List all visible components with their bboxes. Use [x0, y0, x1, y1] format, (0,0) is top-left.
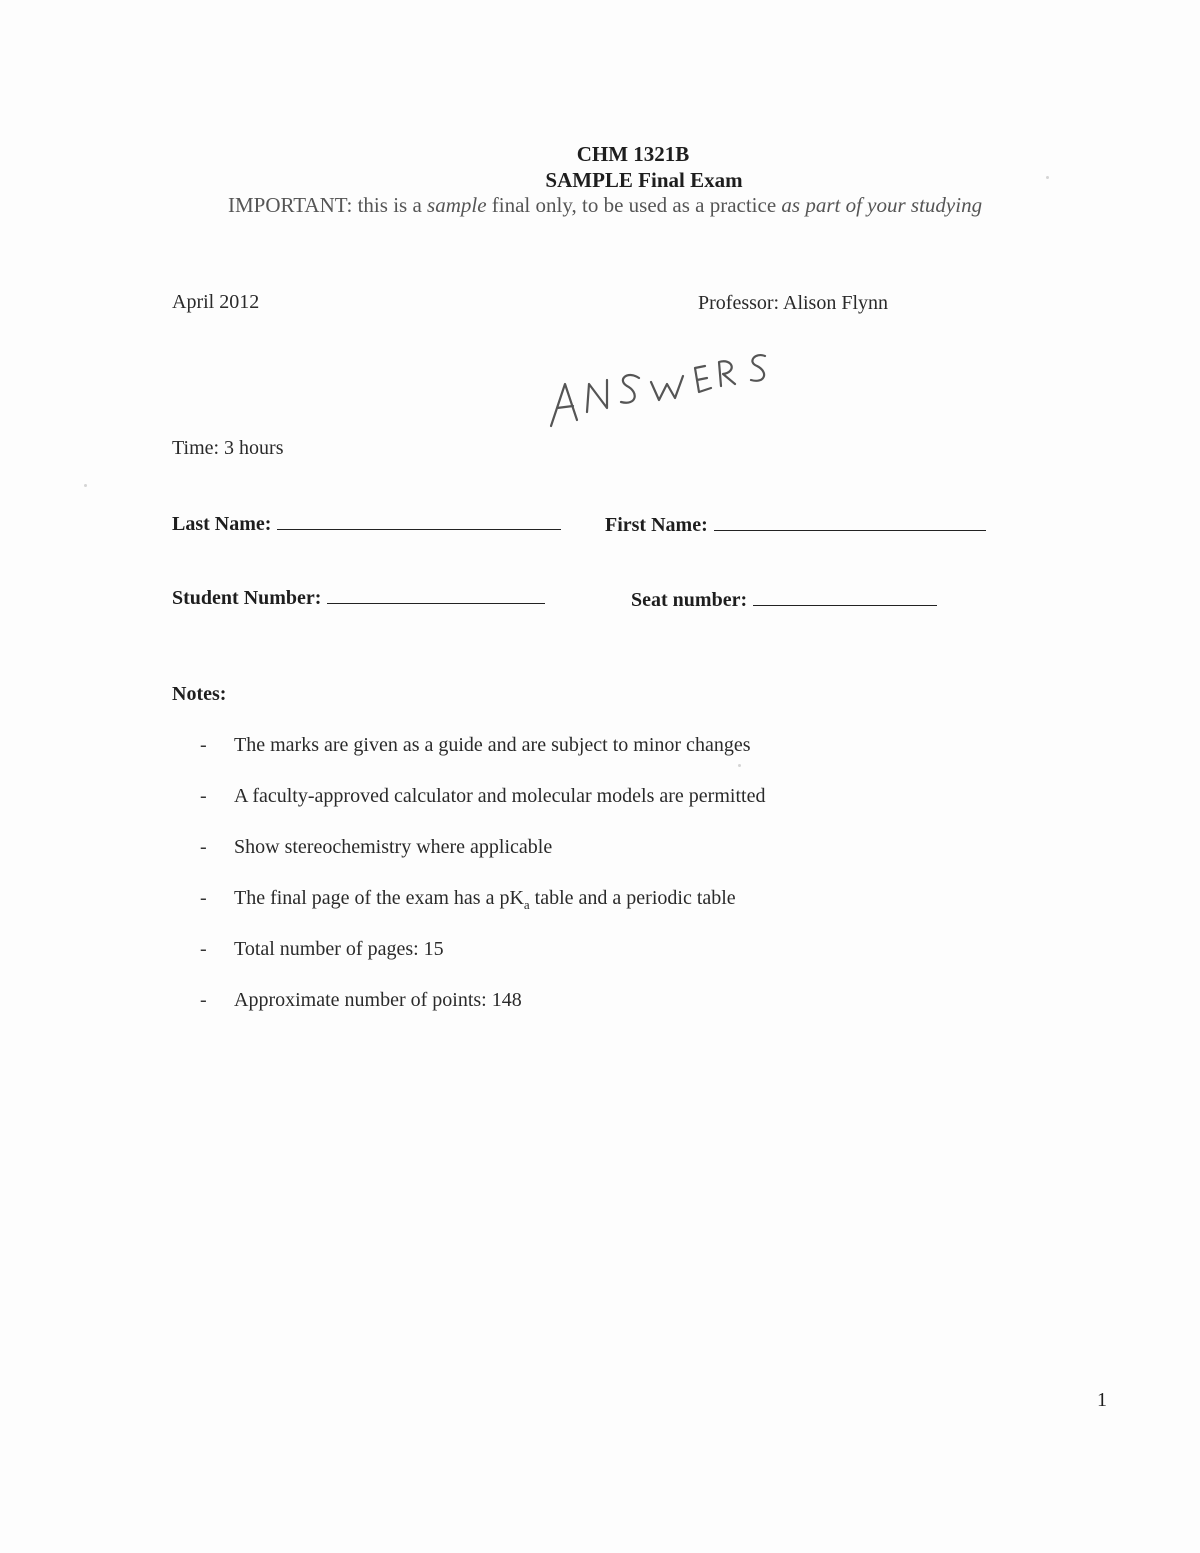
bullet-dash: -: [200, 734, 207, 756]
seat-number-label: Seat number:: [631, 589, 748, 611]
student-number-field[interactable]: [172, 585, 545, 610]
note-text: Approximate number of points: 148: [234, 989, 522, 1011]
bullet-dash: -: [200, 836, 207, 858]
first-name-field[interactable]: [605, 512, 986, 537]
seat-number-blank[interactable]: [753, 587, 937, 606]
note-text: A faculty-approved calculator and molecular models are permitted: [234, 785, 766, 807]
exam-date: April 2012: [172, 291, 260, 313]
note-text: The marks are given as a guide and are subject to minor changes: [234, 734, 751, 756]
important-italic-sample: sample: [427, 193, 487, 217]
seat-number-field[interactable]: [631, 587, 937, 612]
list-item: [200, 938, 765, 989]
professor-name: Professor: Alison Flynn: [698, 292, 889, 314]
list-item: [200, 836, 765, 887]
exam-duration: Time: 3 hours: [172, 437, 284, 459]
note-text-tail: table and a periodic table: [529, 887, 736, 909]
note-text: The final page of the exam has a pK: [234, 887, 524, 909]
student-number-blank[interactable]: [327, 585, 545, 604]
last-name-field[interactable]: [172, 511, 561, 536]
notes-heading: Notes:: [172, 683, 227, 705]
bullet-dash: -: [200, 887, 207, 909]
last-name-blank[interactable]: [277, 511, 561, 530]
handwritten-answers-stamp: [543, 348, 783, 438]
important-notice: [228, 193, 982, 218]
important-prefix: IMPORTANT: this is a: [228, 193, 428, 217]
pka-subscript: a: [523, 897, 530, 912]
bullet-dash: -: [200, 989, 207, 1011]
note-text: Total number of pages: 15: [234, 938, 444, 960]
scan-speck: [738, 764, 741, 767]
list-item: [200, 887, 765, 938]
important-italic-studying: as part of your studying: [781, 193, 983, 217]
scan-speck: [84, 484, 87, 487]
page-number: 1: [1097, 1389, 1107, 1411]
student-number-label: Student Number:: [172, 587, 322, 609]
bullet-dash: -: [200, 785, 207, 807]
exam-title: SAMPLE Final Exam: [545, 168, 743, 192]
note-text: Show stereochemistry where applicable: [234, 836, 553, 858]
list-item: [200, 785, 765, 836]
list-item: [200, 734, 765, 785]
first-name-label: First Name:: [605, 514, 708, 536]
scan-speck: [1046, 176, 1049, 179]
important-middle: final only, to be used as a practice: [486, 193, 782, 217]
bullet-dash: -: [200, 938, 207, 960]
list-item: [200, 989, 765, 1040]
last-name-label: Last Name:: [172, 513, 272, 535]
first-name-blank[interactable]: [714, 512, 986, 531]
course-code: CHM 1321B: [576, 142, 690, 166]
notes-list: [200, 734, 765, 1040]
